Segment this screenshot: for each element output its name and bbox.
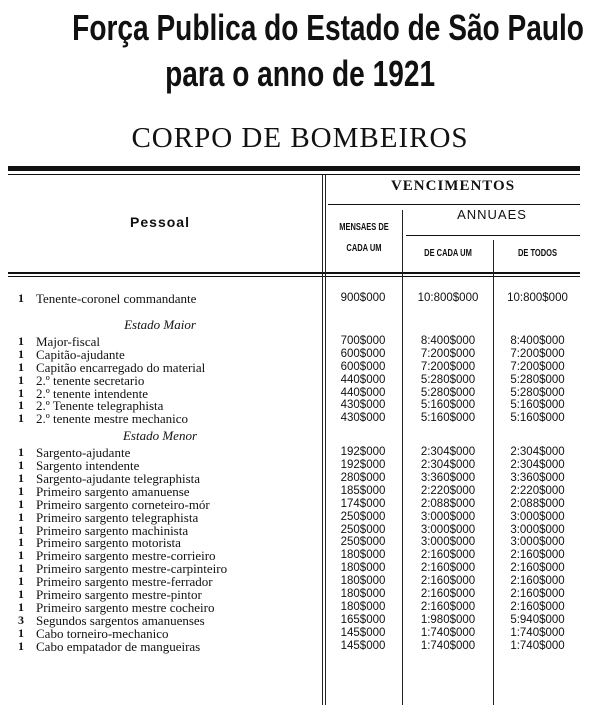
row-anual-todos: 1:740$000 (510, 626, 565, 639)
vencimentos-rule (328, 204, 580, 205)
top-thin-rule (8, 174, 580, 175)
header-bottom-rule (8, 272, 580, 274)
table-row (0, 472, 600, 485)
row-anual-cada: 3:000$000 (420, 523, 476, 536)
row-anual-todos: 5:160$000 (510, 399, 565, 412)
section-heading: Estado Maior (124, 317, 196, 332)
row-anual-todos: 5:280$000 (510, 373, 565, 386)
row-count: 1 (18, 625, 24, 640)
row-count: 1 (18, 535, 24, 550)
row-mensal: 250$000 (340, 510, 386, 523)
header-annual-cada-um: DE CADA UM (424, 248, 472, 259)
table-row (0, 588, 600, 601)
row-anual-cada: 2:304$000 (420, 459, 476, 472)
row-label: Primeiro sargento mestre-corrieiro (36, 548, 216, 564)
row-anual-cada: 2:088$000 (420, 497, 476, 510)
section-heading-row (0, 314, 600, 335)
section-heading-row (0, 425, 600, 446)
row-anual-cada: 2:160$000 (420, 562, 476, 575)
row-mensal: 192$000 (340, 446, 386, 459)
row-label: Sargento intendente (36, 458, 140, 474)
row-count: 1 (18, 346, 24, 361)
row-mensal: 280$000 (340, 472, 386, 485)
row-label: Primeiro sargento machinista (36, 522, 189, 538)
row-mensal: 145$000 (340, 626, 386, 639)
row-anual-cada: 1:740$000 (420, 626, 476, 639)
row-anual-todos: 2:160$000 (510, 562, 565, 575)
top-thick-rule (8, 166, 580, 171)
row-anual-todos: 2:304$000 (510, 459, 565, 472)
row-anual-cada: 5:280$000 (420, 386, 476, 399)
row-anual-todos: 1:740$000 (510, 639, 565, 652)
document-title (0, 8, 600, 48)
row-mensal: 600$000 (340, 360, 386, 373)
row-label: Primeiro sargento mestre cocheiro (36, 599, 215, 615)
row-count: 1 (18, 458, 24, 473)
title-line-1: Força Publica do Estado de São Paulo (72, 7, 584, 48)
row-anual-cada: 5:280$000 (420, 373, 476, 386)
row-count: 1 (18, 445, 24, 460)
row-count: 1 (18, 509, 24, 524)
row-mensal: 180$000 (340, 600, 386, 613)
header-mensaes (326, 222, 402, 254)
row-count: 1 (18, 398, 24, 413)
table-body (0, 292, 600, 652)
row-count: 1 (18, 548, 24, 563)
row-anual-todos: 7:200$000 (510, 347, 565, 360)
row-mensal: 700$000 (340, 335, 386, 347)
row-label: Tenente-coronel commandante (36, 291, 197, 306)
row-anual-todos: 8:400$000 (510, 335, 565, 347)
row-count: 1 (18, 483, 24, 498)
row-anual-todos: 5:940$000 (510, 613, 565, 626)
row-mensal: 165$000 (340, 613, 386, 626)
row-label: Primeiro sargento corneteiro-mór (36, 496, 210, 512)
row-label: Major-fiscal (36, 334, 100, 349)
row-count: 1 (18, 372, 24, 387)
row-mensal: 192$000 (340, 459, 386, 472)
row-anual-todos: 5:280$000 (510, 386, 565, 399)
row-anual-cada: 10:800$000 (417, 292, 479, 304)
row-count: 1 (18, 359, 24, 374)
row-count: 1 (18, 561, 24, 576)
table-row (0, 601, 600, 614)
row-label: Primeiro sargento motorista (36, 535, 181, 551)
title-line-2: para o anno de 1921 (164, 53, 435, 94)
row-label: Primeiro sargento mestre-carpinteiro (36, 561, 228, 577)
row-mensal: 430$000 (340, 412, 386, 425)
row-count: 1 (18, 385, 24, 400)
annuaes-rule (406, 235, 580, 236)
document-title-line-2 (0, 54, 600, 94)
row-mensal: 440$000 (340, 386, 386, 399)
row-mensal: 180$000 (340, 588, 386, 601)
row-mensal: 180$000 (340, 562, 386, 575)
table-row (0, 511, 600, 524)
row-label: Segundos sargentos amanuenses (36, 612, 205, 628)
row-anual-todos: 2:160$000 (510, 549, 565, 562)
row-label: Primeiro sargento amanuense (36, 483, 190, 499)
header-bottom-rule-2 (8, 276, 580, 277)
row-anual-cada: 3:000$000 (420, 536, 476, 549)
row-anual-todos: 2:220$000 (510, 484, 565, 497)
row-anual-cada: 8:400$000 (420, 335, 476, 347)
row-anual-cada: 3:360$000 (420, 472, 476, 485)
row-count: 1 (18, 522, 24, 537)
row-label: Sargento-ajudante (36, 445, 131, 461)
row-mensal: 250$000 (340, 536, 386, 549)
table-row (0, 348, 600, 361)
row-mensal: 185$000 (340, 484, 386, 497)
row-anual-todos: 3:000$000 (510, 536, 565, 549)
row-anual-todos: 2:160$000 (510, 575, 565, 588)
row-anual-todos: 3:360$000 (510, 472, 565, 485)
row-label: Sargento-ajudante telegraphista (36, 471, 201, 487)
row-anual-todos: 7:200$000 (510, 360, 565, 373)
row-mensal: 180$000 (340, 575, 386, 588)
row-anual-cada: 5:160$000 (420, 399, 476, 412)
table-row (0, 485, 600, 498)
row-anual-todos: 10:800$000 (507, 292, 568, 304)
row-anual-cada: 2:160$000 (420, 600, 476, 613)
row-label: Cabo torneiro-mechanico (36, 625, 169, 641)
row-anual-cada: 7:200$000 (420, 360, 476, 373)
row-anual-cada: 2:160$000 (420, 575, 476, 588)
header-annual-todos: DE TODOS (517, 248, 558, 259)
row-anual-todos: 5:160$000 (510, 412, 565, 425)
table-row (0, 374, 600, 387)
row-label: 2.º tenente secretario (36, 372, 145, 388)
row-label: 2.º Tenente telegraphista (36, 398, 164, 414)
row-count: 1 (18, 496, 24, 511)
row-anual-cada: 2:304$000 (420, 446, 476, 459)
table-row (0, 627, 600, 640)
row-label: Primeiro sargento mestre-ferrador (36, 574, 213, 590)
table-row (0, 640, 600, 653)
row-count: 1 (18, 291, 24, 305)
row-label: Primeiro sargento mestre-pintor (36, 587, 202, 603)
row-mensal: 900$000 (340, 292, 386, 304)
row-count: 1 (18, 574, 24, 589)
header-annuaes: ANNUAES (457, 207, 527, 222)
row-label: Cabo empatador de mangueiras (36, 638, 201, 654)
header-pessoal: Pessoal (130, 214, 190, 230)
section-subtitle: CORPO DE BOMBEIROS (131, 122, 469, 154)
row-anual-todos: 2:160$000 (510, 588, 565, 601)
row-mensal: 174$000 (340, 497, 386, 510)
row-anual-cada: 1:740$000 (420, 639, 476, 652)
section-heading: Estado Menor (122, 428, 198, 444)
row-count: 1 (18, 334, 24, 348)
row-anual-cada: 2:160$000 (420, 549, 476, 562)
row-anual-cada: 3:000$000 (420, 510, 476, 523)
row-mensal: 430$000 (340, 399, 386, 412)
table-row (0, 498, 600, 511)
row-count: 1 (18, 587, 24, 602)
row-mensal: 180$000 (340, 549, 386, 562)
row-anual-cada: 7:200$000 (420, 347, 476, 360)
table-row (0, 292, 600, 314)
table-row (0, 412, 600, 425)
row-count: 1 (18, 411, 24, 426)
table-row (0, 361, 600, 374)
row-anual-cada: 1:980$000 (420, 613, 476, 626)
header-vencimentos: VENCIMENTOS (390, 178, 516, 194)
row-anual-todos: 2:304$000 (510, 446, 565, 459)
row-label: 2.º tenente mestre mechanico (36, 411, 189, 427)
row-anual-cada: 2:160$000 (420, 588, 476, 601)
row-mensal: 250$000 (340, 523, 386, 536)
row-anual-cada: 2:220$000 (420, 484, 476, 497)
row-anual-todos: 2:088$000 (510, 497, 565, 510)
row-count: 1 (18, 599, 24, 614)
row-mensal: 600$000 (340, 347, 386, 360)
row-anual-todos: 2:160$000 (510, 600, 565, 613)
row-label: 2.º tenente intendente (36, 385, 148, 401)
row-label: Primeiro sargento telegraphista (36, 509, 199, 525)
row-count: 1 (18, 471, 24, 486)
row-anual-todos: 3:000$000 (510, 523, 565, 536)
row-mensal: 440$000 (340, 373, 386, 386)
row-mensal: 145$000 (340, 639, 386, 652)
row-count: 3 (18, 612, 24, 627)
row-label: Capitão encarregado do material (36, 359, 206, 375)
table-row (0, 614, 600, 627)
header-mensaes-line-1: MENSAES DE (339, 222, 389, 233)
header-mensaes-line-2: CADA UM (346, 243, 382, 254)
row-count: 1 (18, 638, 24, 653)
row-label: Capitão-ajudante (36, 346, 125, 362)
row-anual-cada: 5:160$000 (420, 412, 476, 425)
row-anual-todos: 3:000$000 (510, 510, 565, 523)
table-row (0, 335, 600, 348)
